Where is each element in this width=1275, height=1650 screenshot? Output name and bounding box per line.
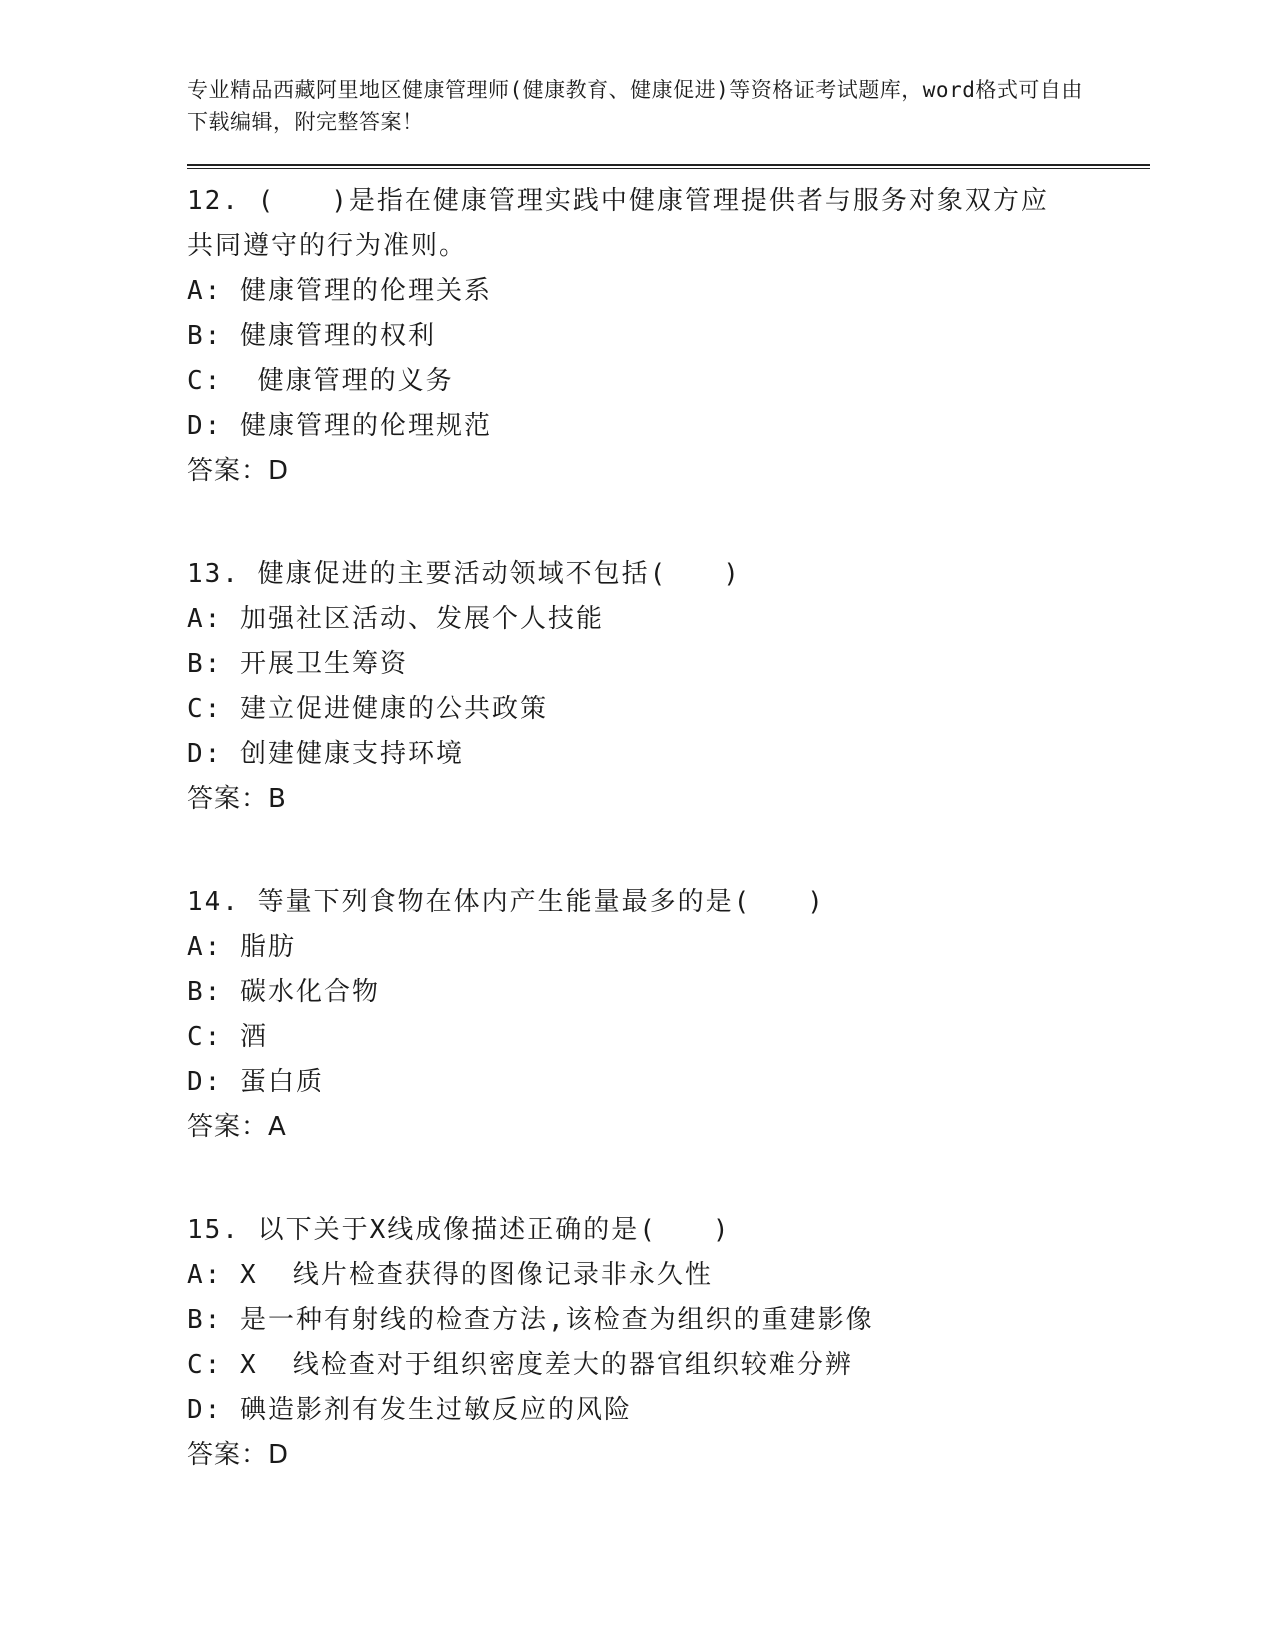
option-b: B: 是一种有射线的检查方法,该检查为组织的重建影像 (187, 1305, 874, 1335)
question-stem: 15. 以下关于X线成像描述正确的是( ) (187, 1215, 731, 1245)
document-page (187, 0, 1147, 1536)
option-c: C: 健康管理的义务 (187, 366, 454, 396)
option-b: B: 碳水化合物 (187, 977, 380, 1007)
option-d: D: 蛋白质 (187, 1067, 324, 1097)
option-d: D: 创建健康支持环境 (187, 739, 464, 769)
question-list (187, 179, 1147, 1478)
answer: 答案：A (187, 1112, 287, 1142)
question-stem: 13. 健康促进的主要活动领域不包括( ) (187, 559, 741, 589)
answer: 答案：D (187, 456, 290, 486)
option-d: D: 碘造影剂有发生过敏反应的风险 (187, 1395, 632, 1425)
option-c: C: 建立促进健康的公共政策 (187, 694, 548, 724)
option-c: C: 酒 (187, 1022, 268, 1052)
question-15 (187, 1208, 1147, 1478)
option-a: A: 加强社区活动、发展个人技能 (187, 604, 604, 634)
option-a: A: X 线片检查获得的图像记录非永久性 (187, 1260, 713, 1290)
header-divider (187, 164, 1150, 169)
question-stem: 14. 等量下列食物在体内产生能量最多的是( ) (187, 887, 825, 917)
question-12 (187, 179, 1147, 494)
option-b: B: 开展卫生筹资 (187, 649, 408, 679)
question-13 (187, 552, 1147, 822)
answer: 答案：B (187, 784, 287, 814)
option-b: B: 健康管理的权利 (187, 321, 436, 351)
question-stem: 12. ( )是指在健康管理实践中健康管理提供者与服务对象双方应共同遵守的行为准则。 (187, 186, 1049, 261)
document-header: 专业精品西藏阿里地区健康管理师(健康教育、健康促进)等资格证考试题库，word格式可自由下载编辑，附完整答案！ (187, 78, 1083, 134)
option-d: D: 健康管理的伦理规范 (187, 411, 492, 441)
option-a: A: 健康管理的伦理关系 (187, 276, 492, 306)
answer: 答案：D (187, 1440, 290, 1470)
option-c: C: X 线检查对于组织密度差大的器官组织较难分辨 (187, 1350, 853, 1380)
question-14 (187, 880, 1147, 1150)
option-a: A: 脂肪 (187, 932, 296, 962)
